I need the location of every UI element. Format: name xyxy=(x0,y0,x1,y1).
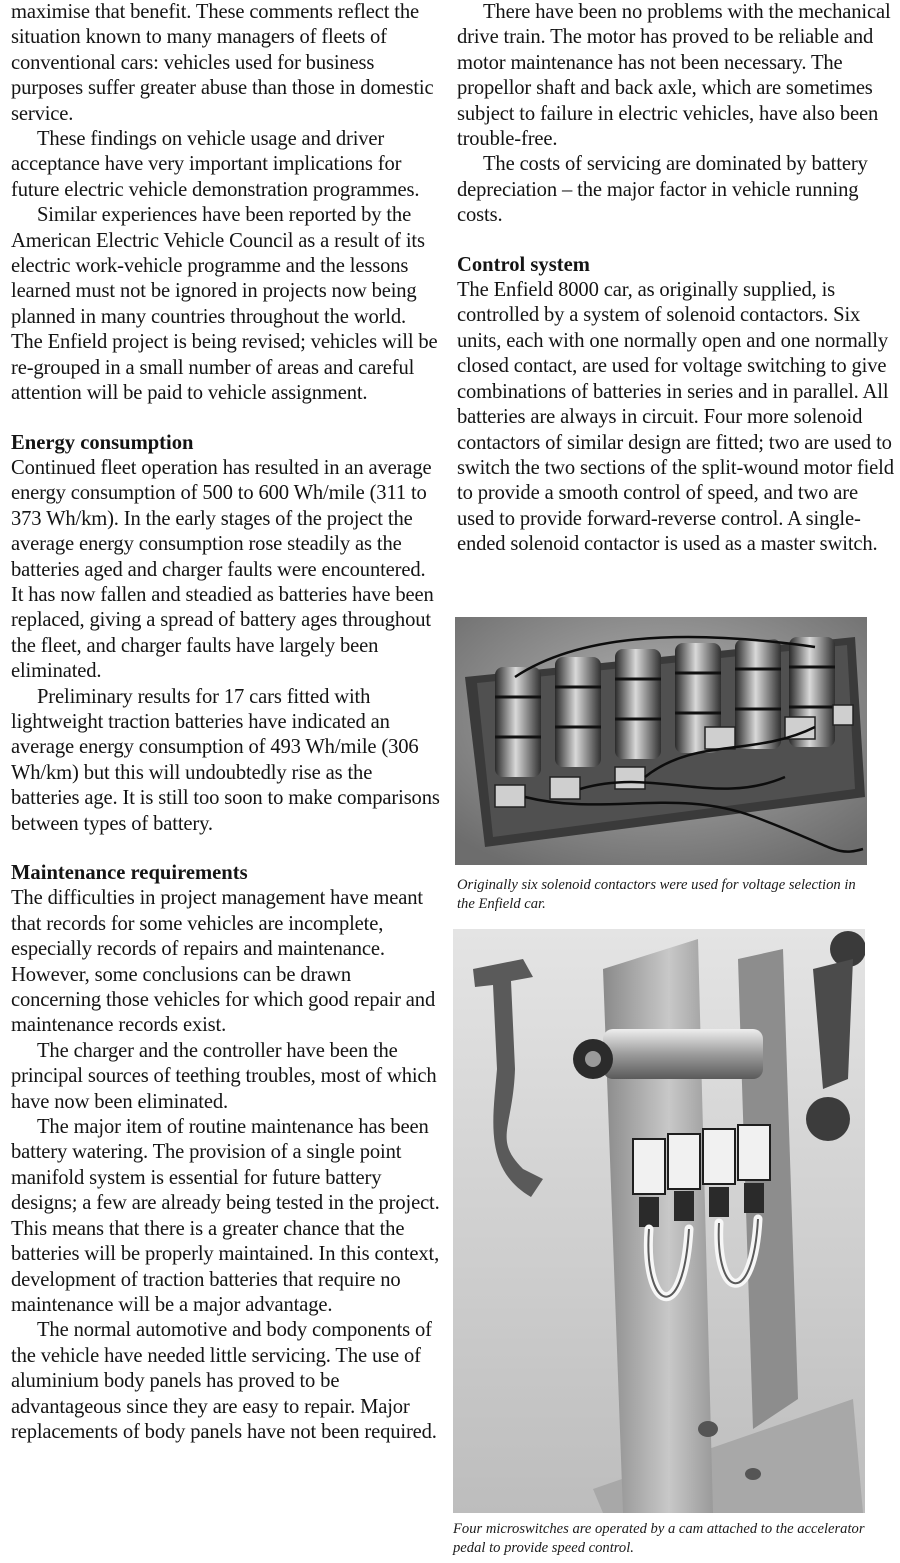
contactor-photo-art xyxy=(455,617,867,865)
body-paragraph: Preliminary results for 17 cars fitted with lightweight traction batteries have indicated an average energy consumption of 493 Wh/mile (306 Wh/km) but this will undoubtedly rise as the batteries age. It is still too soon to make comparisons between types of battery. xyxy=(11,685,440,835)
section-heading-control: Control system xyxy=(457,253,590,276)
body-paragraph: The normal automotive and body components of the vehicle have needed little servicing. The use of aluminium body panels has proved to be advantageous since they are easy to repair. Major replacements of body panels have not been required. xyxy=(11,1319,437,1443)
body-paragraph: The major item of routine maintenance has been battery watering. The provision of a single point manifold system is essential for future battery designs; a few are already being tested in the project. This means that there is a greater chance that the batteries will be properly maintained. In this context, development of traction batteries that require no maintenance will be a major advantage. xyxy=(11,1116,440,1316)
body-paragraph: The Enfield 8000 car, as originally supplied, is controlled by a system of solenoid contactors. Six units, each with one normally open and one normally closed contact, are used for voltage switching to give combinations of batteries in series and in parallel. All batteries are always in circuit. Four more solenoid contactors of similar design are fitted; two are used to switch the two sections of the split-wound motor field to provide a smooth control of speed, and two are used to provide forward-reverse control. A single-ended solenoid contactor is used as a master switch. xyxy=(457,279,894,556)
section-heading-maintenance: Maintenance requirements xyxy=(11,862,248,884)
body-paragraph: Continued fleet operation has resulted in an average energy consumption of 500 to 600 Wh/mile (311 to 373 Wh/km). In the early stages of the project the average energy consumption rose steadily as the batteries aged and charger faults were encountered. It has now fallen and steadied as batteries have been replaced, giving a spread of battery ages throughout the fleet, and charger faults have largely been eliminated. xyxy=(11,456,434,683)
body-paragraph: Similar experiences have been reported by the American Electric Vehicle Council as a result of its electric work-vehicle programme and the lessons learned must not be ignored in projects now being planned in many countries throughout the world. The Enfield project is being revised; vehicles will be re-grouped in a small number of areas and careful attention will be paid to vehicle assignment. xyxy=(11,204,438,405)
body-paragraph: maximise that benefit. These comments reflect the situation known to many managers of fleets of conventional cars: vehicles used for business purposes suffer greater abuse than those in domestic service. xyxy=(11,1,434,125)
body-paragraph: The difficulties in project management have meant that records for some vehicles are incomplete, especially records of repairs and maintenance. However, some conclusions can be drawn concerning those vehicles for which good repair and maintenance records exist. xyxy=(11,887,436,1037)
contactor-photo xyxy=(455,617,867,865)
body-paragraph: The charger and the controller have been the principal sources of teething troubles, most of which have now been eliminated. xyxy=(11,1039,437,1113)
left-column xyxy=(11,0,441,1445)
right-column xyxy=(457,0,897,558)
microswitch-photo-art xyxy=(453,929,865,1513)
body-paragraph: There have been no problems with the mechanical drive train. The motor has proved to be reliable and motor maintenance has not been necessary. The propellor shaft and back axle, which are sometimes subject to failure in electric vehicles, have also been trouble-free. xyxy=(457,1,891,151)
figure-caption-2: Four microswitches are operated by a cam attached to the accelerator pedal to provide speed control. xyxy=(453,1521,865,1556)
microswitch-photo xyxy=(453,929,865,1513)
body-paragraph: These findings on vehicle usage and driver acceptance have very important implications for future electric vehicle demonstration programmes. xyxy=(11,128,420,201)
figure-caption-1: Originally six solenoid contactors were used for voltage selection in the Enfield car. xyxy=(457,877,856,912)
section-heading-energy: Energy consumption xyxy=(11,431,194,454)
body-paragraph: The costs of servicing are dominated by battery depreciation – the major factor in vehicle running costs. xyxy=(457,153,868,227)
